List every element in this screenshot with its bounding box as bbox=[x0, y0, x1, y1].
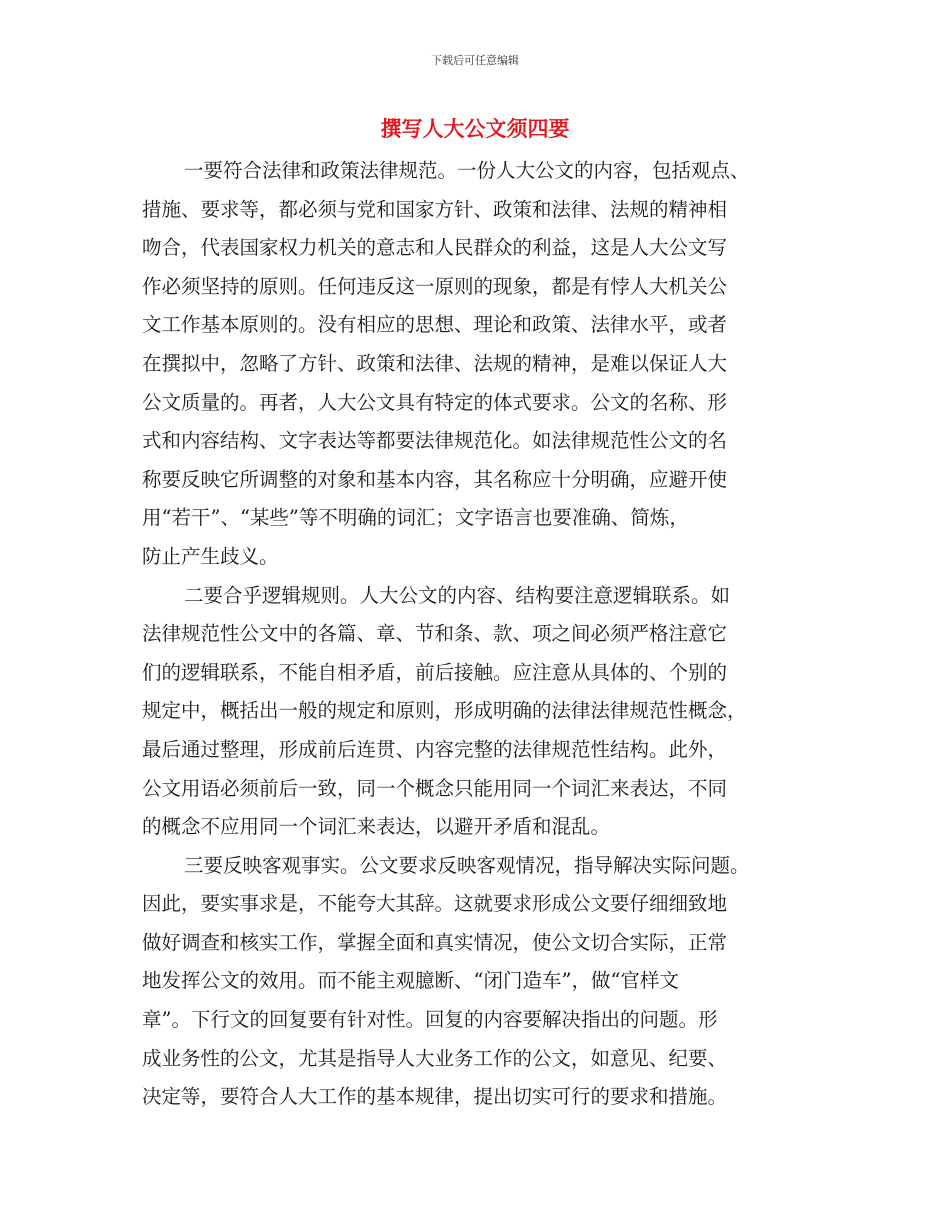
paragraph-line: 二要合乎逻辑规则。人大公文的内容、结构要注意逻辑联系。如 bbox=[184, 583, 731, 607]
paragraph-line: 做好调查和核实工作，掌握全面和真实情况，使公文切合实际，正常 bbox=[142, 930, 728, 954]
paragraph-line: 用“若干”、“某些”等不明确的词汇；文字语言也要准确、简炼， bbox=[142, 506, 689, 530]
paragraph-line: 公文质量的。再者，人大公文具有特定的体式要求。公文的名称、形 bbox=[142, 390, 728, 414]
paragraph-line: 决定等，要符合人大工作的基本规律，提出切实可行的要求和措施。 bbox=[142, 1085, 728, 1109]
paragraph-line: 措施、要求等，都必须与党和国家方针、政策和法律、法规的精神相 bbox=[142, 197, 728, 221]
paragraph-line: 防止产生歧义。 bbox=[142, 544, 279, 568]
document-title: 撰写人大公文须四要 bbox=[380, 116, 570, 141]
paragraph-line: 三要反映客观事实。公文要求反映客观情况，指导解决实际问题。 bbox=[184, 853, 750, 877]
paragraph-line: 一要符合法律和政策法律规范。一份人大公文的内容，包括观点、 bbox=[184, 159, 750, 182]
paragraph-line: 成业务性的公文，尤其是指导人大业务工作的公文，如意见、纪要、 bbox=[142, 1046, 728, 1070]
paragraph-line: 规定中，概括出一般的规定和原则，形成明确的法律法律规范性概念， bbox=[142, 699, 747, 723]
paragraph bbox=[0, 847, 950, 1117]
paragraph-line: 的概念不应用同一个词汇来表达，以避开矛盾和混乱。 bbox=[142, 815, 611, 839]
paragraph bbox=[0, 152, 950, 577]
paragraph-line: 作必须坚持的原则。任何违反这一原则的现象，都是有悖人大机关公 bbox=[142, 274, 728, 298]
paragraph-line: 公文用语必须前后一致，同一个概念只能用同一个词汇来表达，不同 bbox=[142, 776, 728, 800]
paragraph bbox=[0, 577, 950, 847]
paragraph-line: 吻合，代表国家权力机关的意志和人民群众的利益，这是人大公文写 bbox=[142, 236, 728, 260]
paragraph-line: 章”。下行文的回复要有针对性。回复的内容要解决指出的问题。形 bbox=[142, 1008, 718, 1032]
paragraph-line: 称要反映它所调整的对象和基本内容，其名称应十分明确，应避开使 bbox=[142, 467, 728, 491]
paragraph-line: 在撰拟中，忽略了方针、政策和法律、法规的精神，是难以保证人大 bbox=[142, 351, 728, 375]
paragraph-line: 因此，要实事求是，不能夸大其辞。这就要求形成公文要仔细细致地 bbox=[142, 892, 728, 916]
paragraph-line: 们的逻辑联系，不能自相矛盾，前后接触。应注意从具体的、个别的 bbox=[142, 660, 728, 684]
paragraph-line: 最后通过整理，形成前后连贯、内容完整的法律规范性结构。此外， bbox=[142, 737, 728, 761]
page-header: 下载后可任意编辑 bbox=[431, 54, 519, 67]
paragraph-line: 式和内容结构、文字表达等都要法律规范化。如法律规范性公文的名 bbox=[142, 429, 728, 453]
paragraph-line: 地发挥公文的效用。而不能主观臆断、“闭门造车”，做“官样文 bbox=[142, 969, 679, 993]
paragraph-line: 文工作基本原则的。没有相应的思想、理论和政策、法律水平，或者 bbox=[142, 313, 728, 337]
paragraph-line: 法律规范性公文中的各篇、章、节和条、款、项之间必须严格注意它 bbox=[142, 622, 728, 646]
document-body bbox=[0, 152, 950, 1117]
